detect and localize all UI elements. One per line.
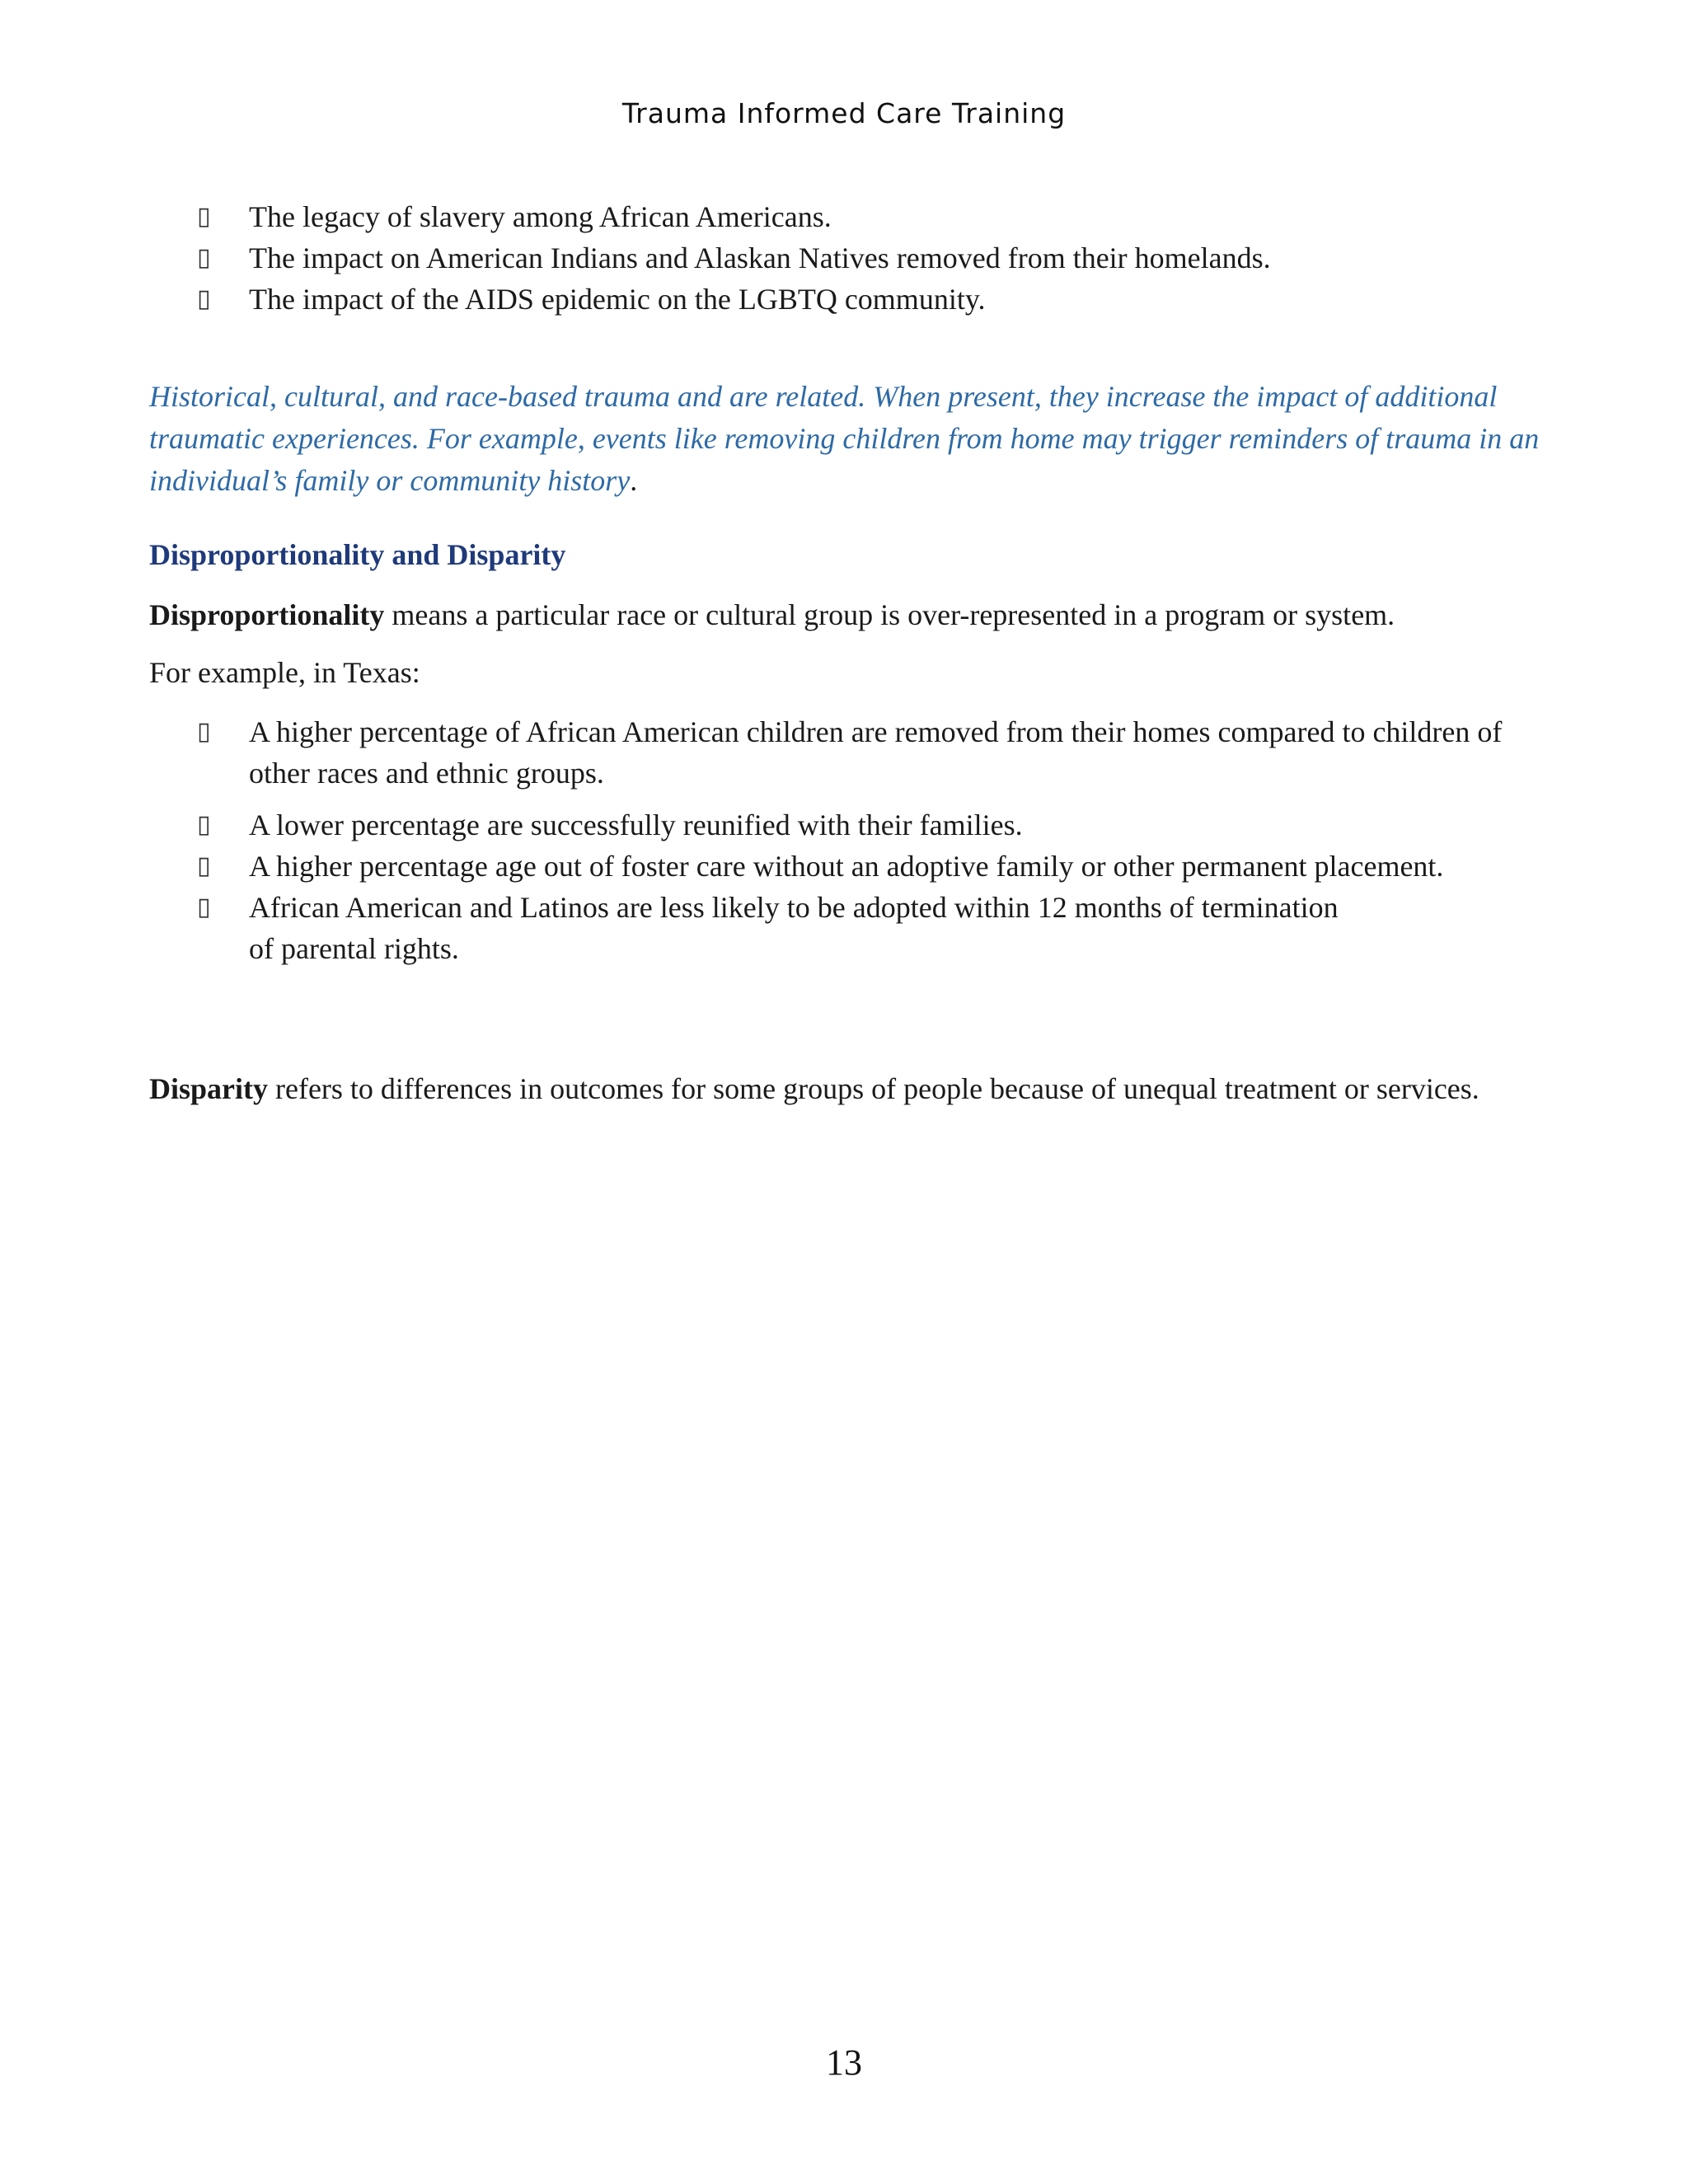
square-bullet-icon: ▯ xyxy=(197,243,211,272)
disproportionality-term: Disproportionality xyxy=(149,598,385,631)
square-bullet-icon: ▯ xyxy=(197,717,211,746)
list-item: ▯ The impact on American Indians and Alaskan Natives removed from their homelands. xyxy=(149,237,1550,279)
disproportionality-definition: means a particular race or cultural group is over-represented in a program or system. xyxy=(384,598,1395,631)
page-number: 13 xyxy=(826,2042,862,2083)
disparity-definition: refers to differences in outcomes for some groups of people because of unequal treatment or services. xyxy=(268,1072,1479,1105)
square-bullet-icon: ▯ xyxy=(197,851,211,880)
list-item: ▯ African American and Latinos are less likely to be adopted within 12 months of termination of parental rights. xyxy=(149,887,1550,969)
historical-trauma-note xyxy=(149,376,1559,502)
note-period: . xyxy=(630,464,638,497)
square-bullet-icon: ▯ xyxy=(197,284,211,313)
list-item: ▯ A higher percentage age out of foster care without an adoptive family or other permanent placement. xyxy=(149,846,1550,887)
disproportionality-paragraph xyxy=(149,594,1550,635)
example-intro: For example, in Texas: xyxy=(149,656,420,689)
list-item: ▯ The impact of the AIDS epidemic on the LGBTQ community. xyxy=(149,279,1550,320)
square-bullet-icon: ▯ xyxy=(197,810,211,839)
texas-bullet-list xyxy=(149,711,1550,969)
square-bullet-icon: ▯ xyxy=(197,202,211,231)
square-bullet-icon: ▯ xyxy=(197,893,211,921)
disparity-paragraph xyxy=(149,1068,1550,1109)
disparity-term: Disparity xyxy=(149,1072,268,1105)
intro-bullet-list xyxy=(149,196,1550,320)
list-item: ▯ A lower percentage are successfully reunified with their families. xyxy=(149,804,1550,846)
running-header: Trauma Informed Care Training xyxy=(621,97,1067,129)
note-text: Historical, cultural, and race-based trauma and are related. When present, they increase the impact of additional traumatic experiences. For example, events like removing children from home may trigger reminders of trauma in an individual’s family or community history xyxy=(149,380,1540,497)
list-item: ▯ A higher percentage of African American children are removed from their homes compared to children of other races and ethnic groups. xyxy=(149,711,1550,794)
list-item: ▯ The legacy of slavery among African Americans. xyxy=(149,196,1550,237)
section-heading: Disproportionality and Disparity xyxy=(149,538,566,571)
